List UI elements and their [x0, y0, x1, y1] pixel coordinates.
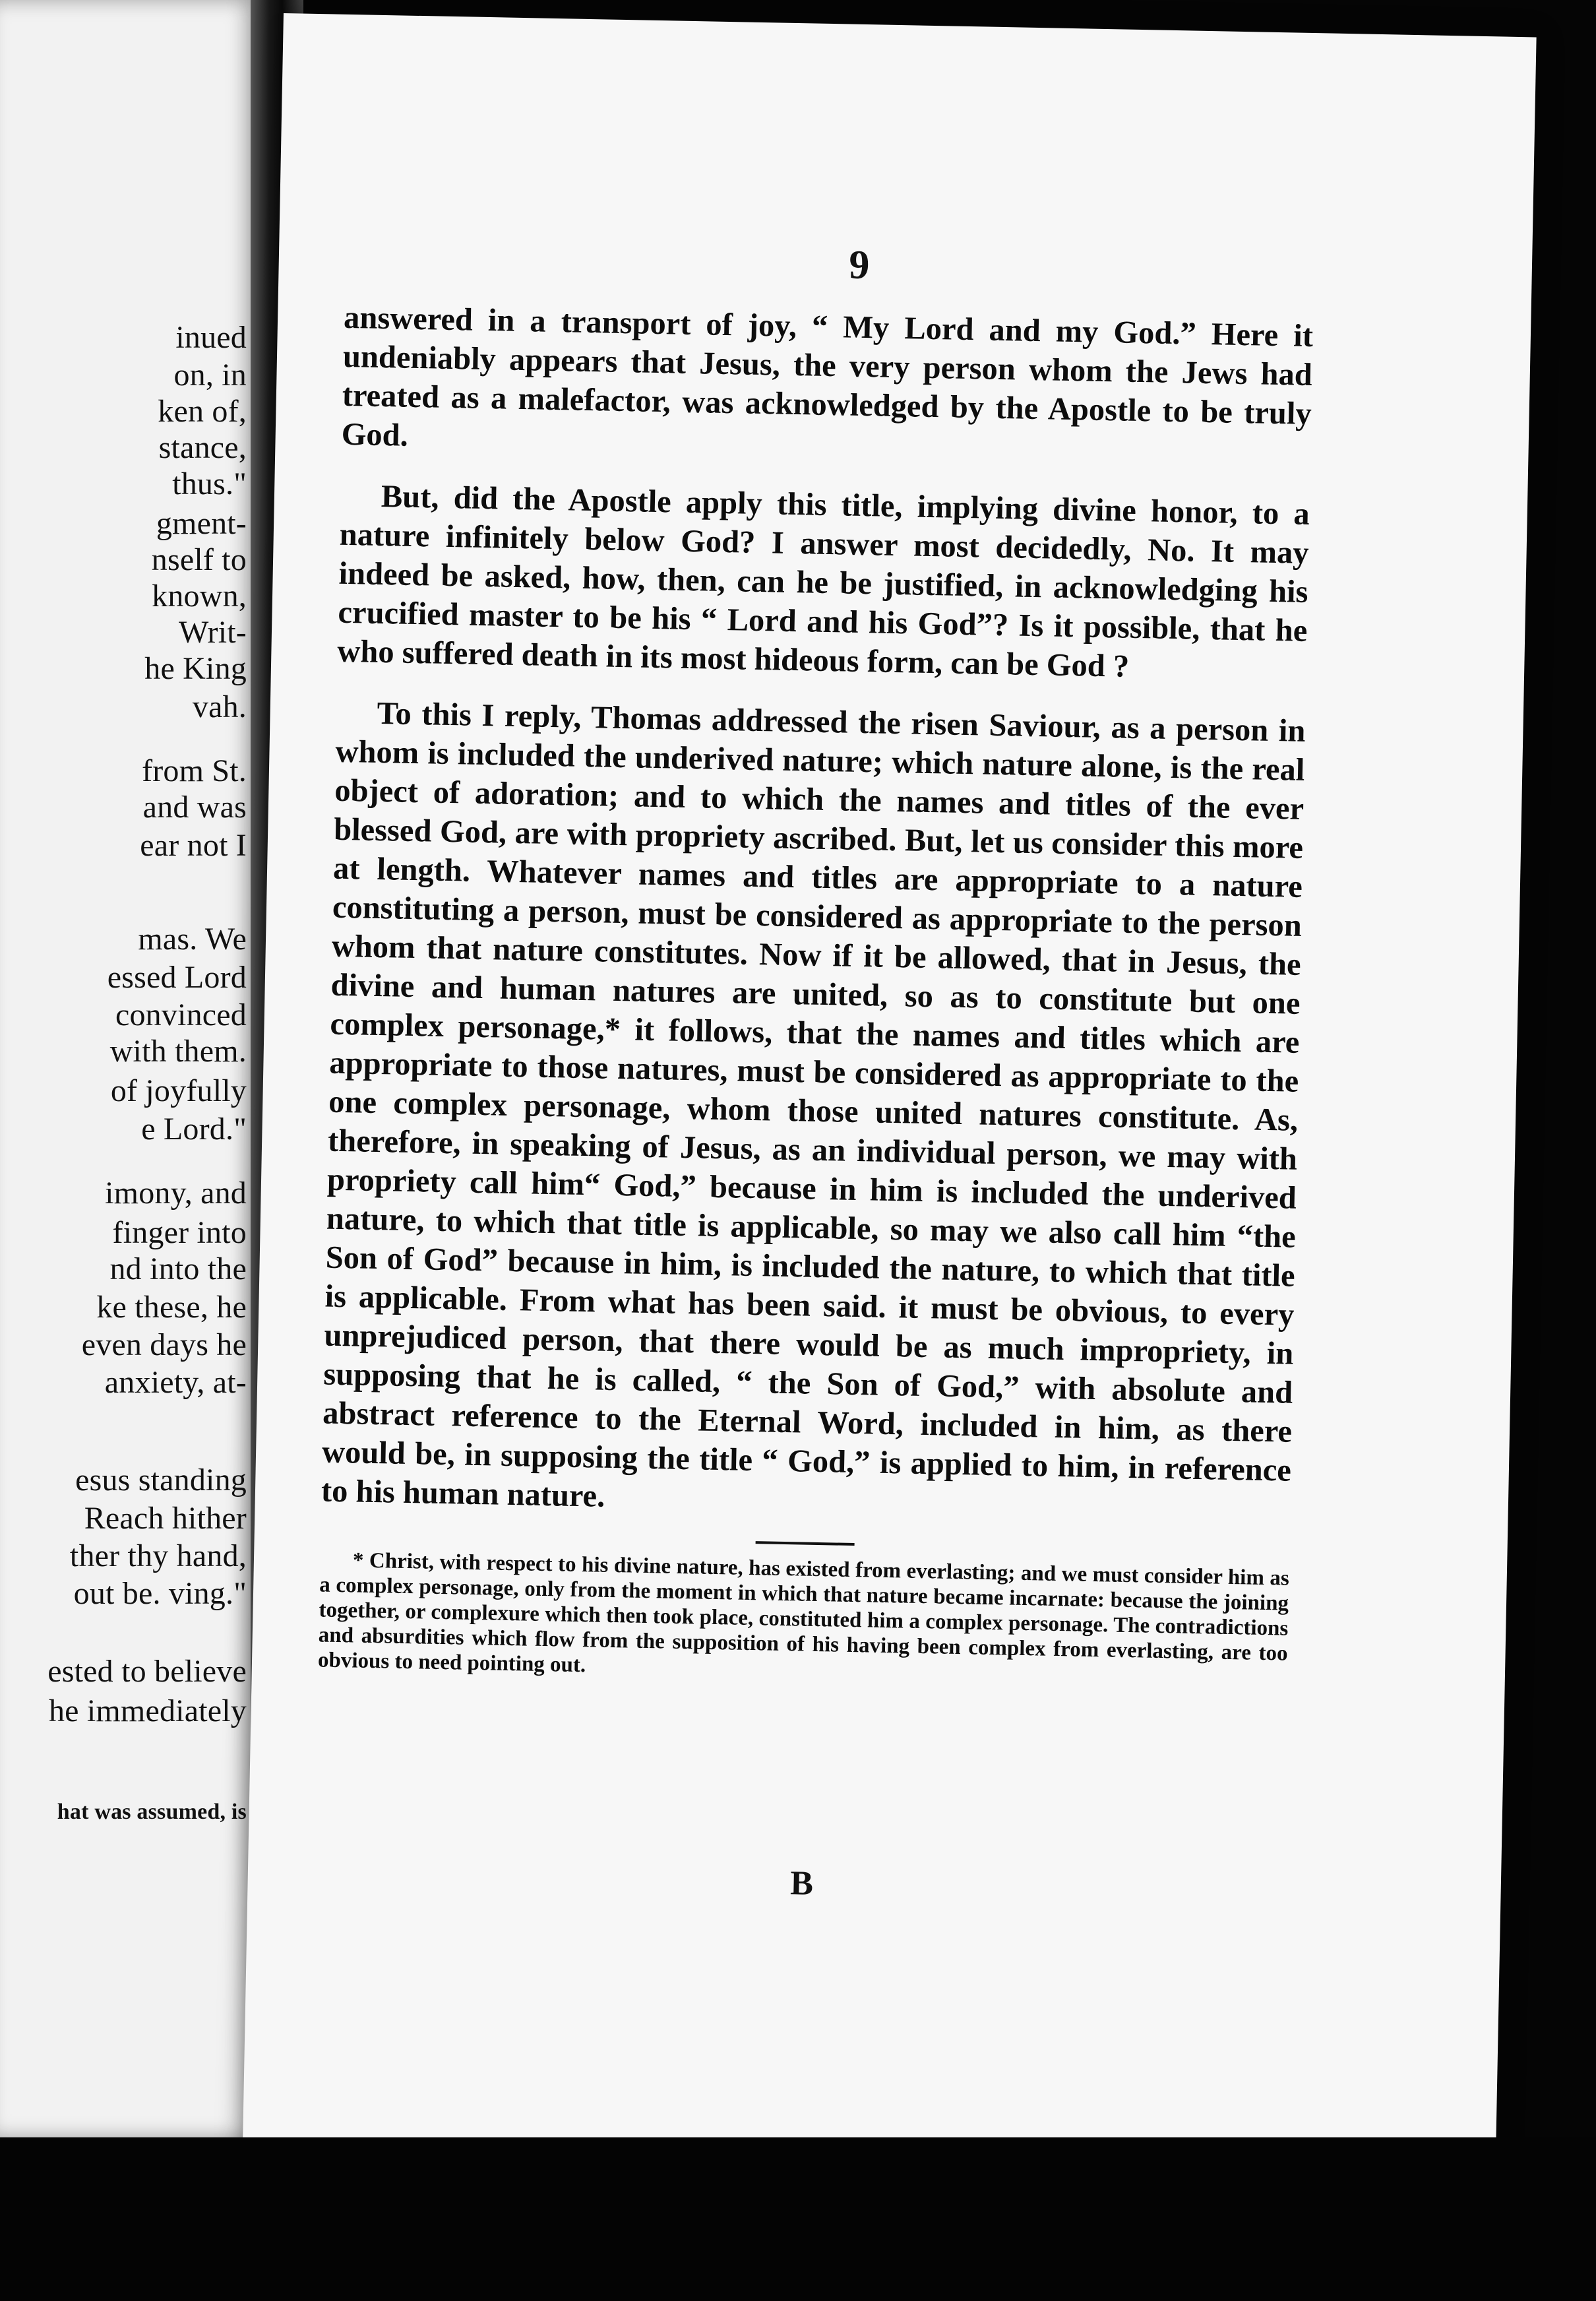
footnote: * Christ, with respect to his divine nature, has existed from everlasting; and we must consider him as a complex personage, only from the moment in which that nature became incarnate: because the joining together, or complexure which then took place, constituted him a complex personage. The contradictions and absurdities which flow from the supposition of his having been complex from everlasting, are too obvious to need pointing out.	[317, 1548, 1290, 1678]
left-page-line: imony, and	[105, 1176, 247, 1211]
left-page-line: ther thy hand,	[69, 1538, 247, 1573]
left-page-line: thus."	[172, 466, 247, 501]
left-page-line: even days he	[81, 1327, 247, 1362]
left-page-line: and was	[142, 790, 247, 825]
left-page-line: of joyfully	[110, 1073, 247, 1108]
signature-mark: B	[789, 1864, 814, 1903]
left-page-line: out be. ving."	[73, 1576, 247, 1611]
left-page-line: nd into the	[109, 1251, 247, 1286]
paragraph-1: answered in a transport of joy, “ My Lord and my God.” Here it undeniably appears that Jesus, the very person whom the Jews had treated as a malefactor, was acknowledged by the Apostle to be truly God.	[341, 299, 1314, 453]
page-body	[318, 298, 1314, 1691]
current-page	[242, 13, 1537, 2201]
left-page-line: nself to	[151, 542, 247, 577]
left-page-line: stance,	[158, 430, 247, 465]
paragraph-3: To this I reply, Thomas addressed the risen Saviour, as a person in whom is included the underived nature; which nature alone, is the real object of adoration; and to which the names and titles of the ever blessed God, are with propriety ascribed. But, let us consider this more at length. Whatever names and titles are appropriate to a nature constituting a person, must be considered as appropriate to the person whom that nature constitutes. Now if it be allowed, that in Jesus, the divine and human natures are united, so as to constitute but one complex personage,* it follows, that the names and titles which are appropriate to those natures, must be considered as appropriate to the one complex personage, whom those united natures constitute. As, therefore, in speaking of Jesus, as an individual person, we may with propriety call him“ God,” because in him is included the underived nature, to which that title is applicable, so may we also call him “the Son of God” because in him, is included the nature, to which that title is applicable. From what has been said. it must be obvious, to every unprejudiced person, that there would be as much impropriety, in supposing that he is called, “ the Son of God,” with absolute and abstract reference to the Eternal Word, included in him, as there would be, in supposing the title “ God,” is applied to him, in reference to his human nature.	[321, 695, 1306, 1514]
left-page-line: ken of,	[158, 394, 247, 429]
page-number: 9	[848, 242, 870, 288]
left-page-line: inued	[175, 320, 247, 355]
previous-page-fragment	[0, 0, 259, 2137]
paragraph-2: But, did the Apostle apply this title, implying divine honor, to a nature infinitely below God? I answer most decidedly, No. It may indeed be asked, how, then, can he be justified, in acknowledging his crucified master to be his “ Lord and his God”? Is it possible, that he who suffered death in its most hideous form, can be God ?	[336, 478, 1310, 684]
left-page-line: gment-	[156, 506, 247, 541]
left-page-line: Reach hither	[84, 1501, 247, 1536]
left-page-line: essed Lord	[107, 960, 247, 995]
left-page-line: convinced	[115, 997, 247, 1032]
left-page-line: esus standing	[75, 1463, 247, 1497]
left-page-line: e Lord."	[141, 1112, 247, 1147]
left-page-line: mas. We	[138, 922, 247, 957]
left-page-line: anxiety, at-	[104, 1365, 247, 1400]
left-page-line: ested to believe	[47, 1654, 247, 1689]
left-page-line: ke these, he	[96, 1290, 247, 1325]
left-page-line: hat was assumed, is	[57, 1800, 247, 1824]
left-page-line: he immediately	[48, 1693, 247, 1728]
left-page-line: known,	[152, 579, 247, 614]
left-page-line: finger into	[112, 1215, 247, 1250]
left-page-line: vah.	[192, 689, 247, 724]
left-page-line: with them.	[109, 1034, 247, 1069]
left-page-line: Writ-	[178, 615, 247, 650]
left-page-line: he King	[144, 651, 247, 686]
left-page-line: on, in	[173, 358, 247, 393]
footnote-rule	[756, 1541, 855, 1546]
left-page-line: ear not I	[140, 828, 247, 863]
left-page-line: from St.	[142, 753, 247, 788]
scan-background	[0, 2137, 1596, 2301]
